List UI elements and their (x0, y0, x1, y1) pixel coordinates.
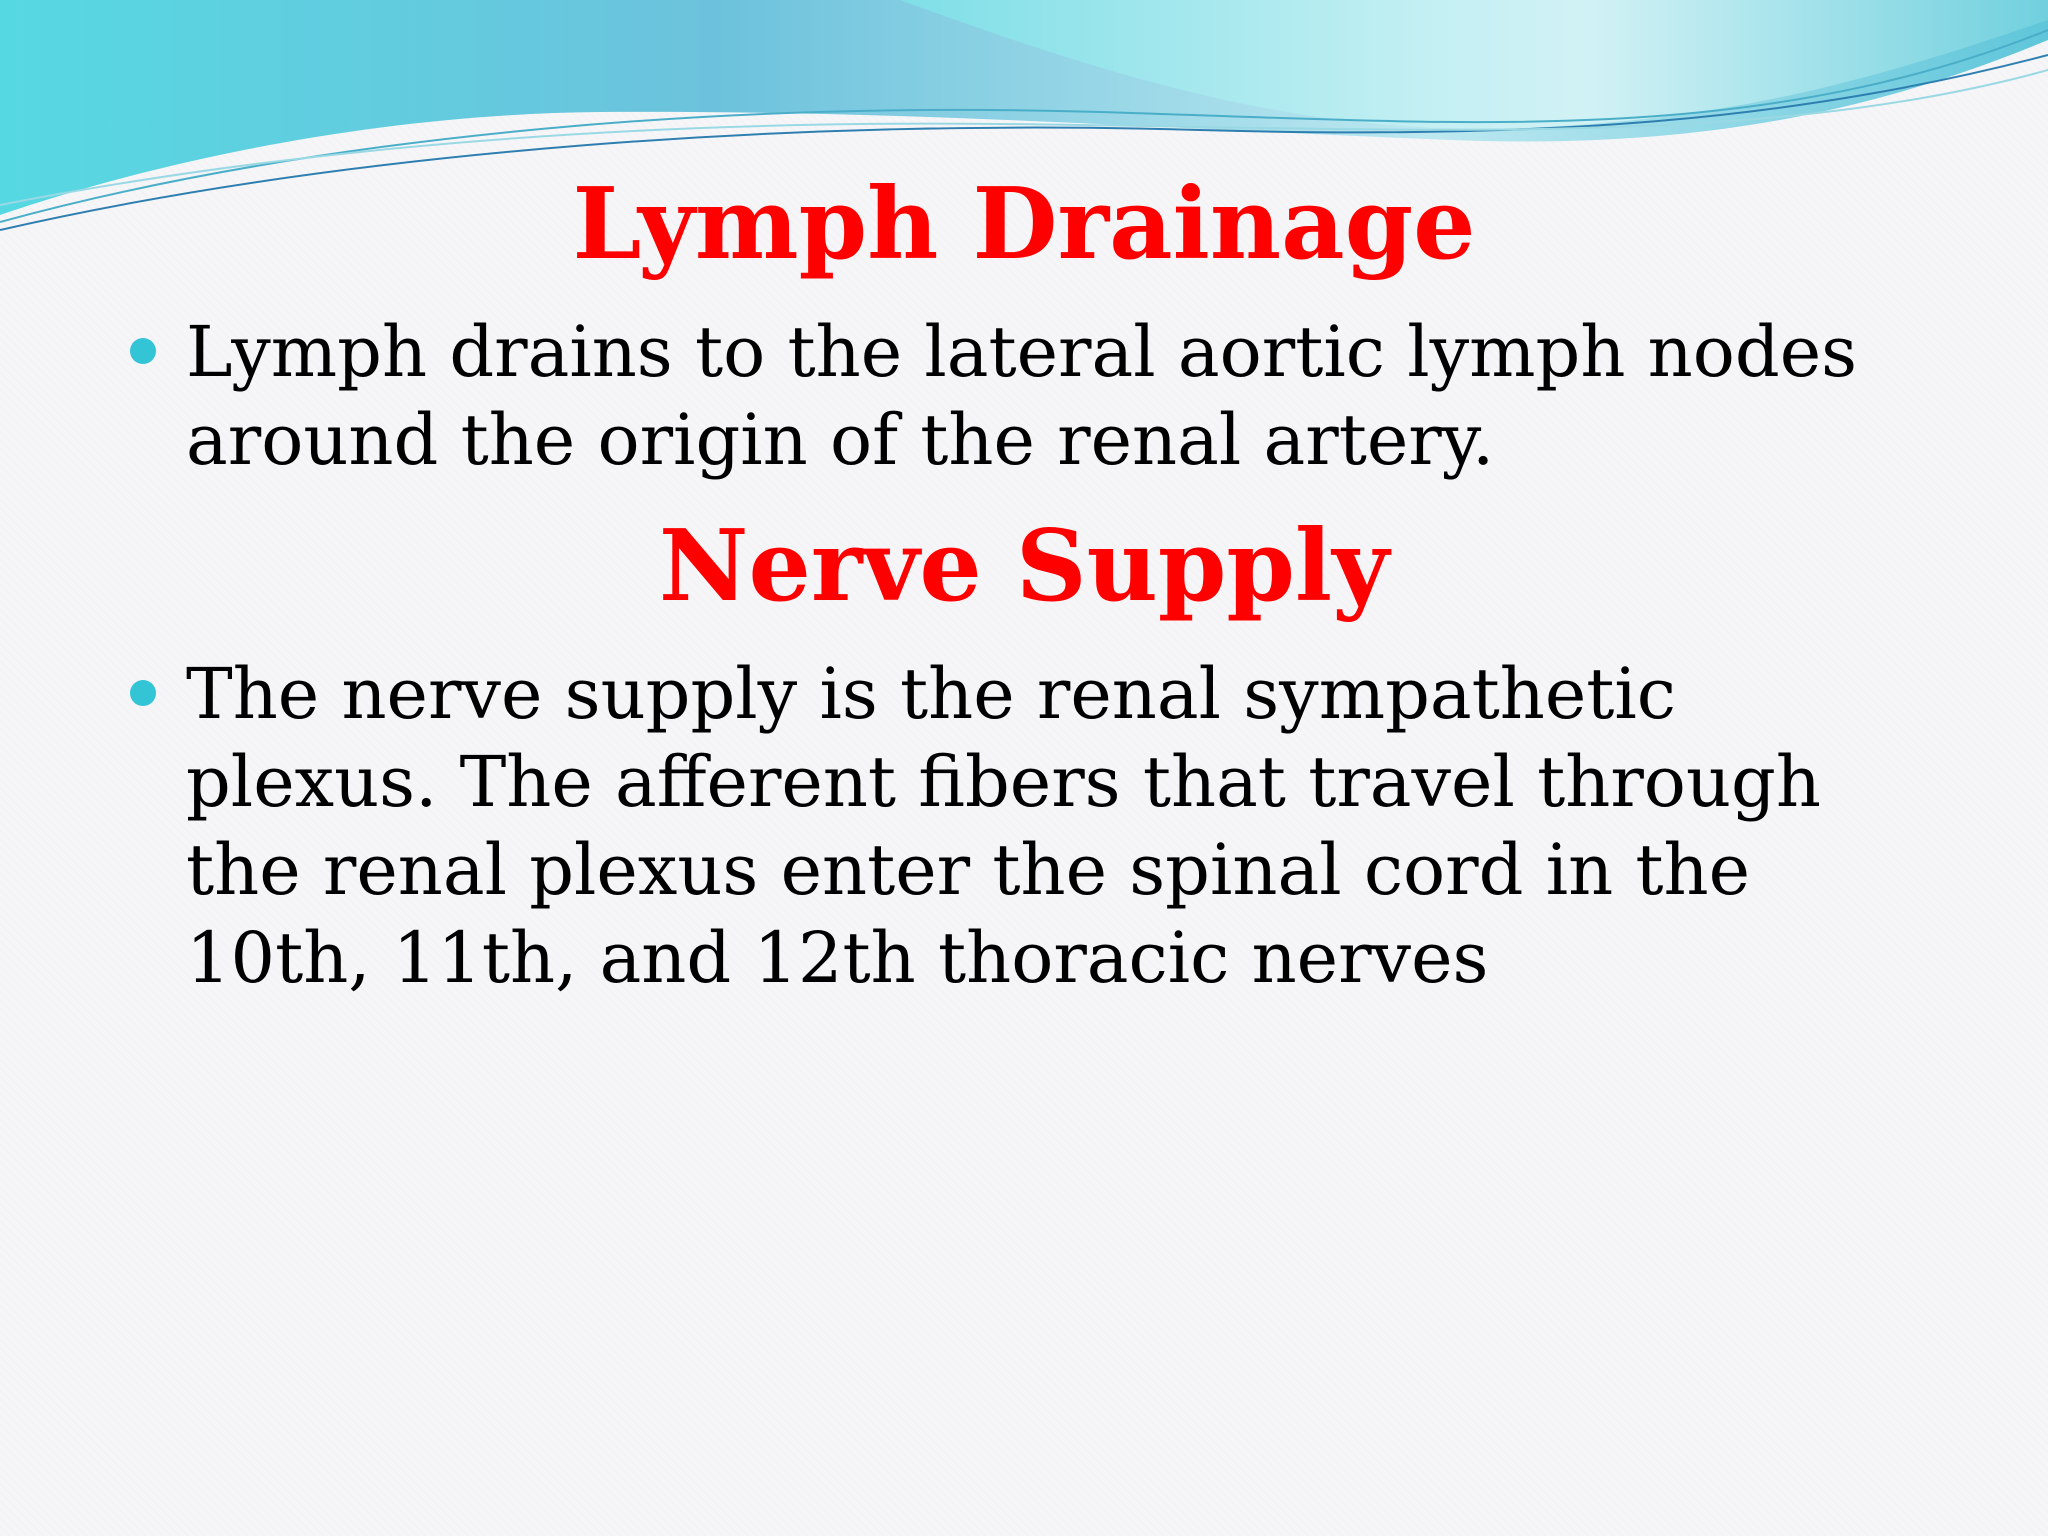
heading-nerve-supply: Nerve Supply (658, 509, 1390, 624)
bullet-text-nerve: The nerve supply is the renal sympathetic plexus. The afferent fibers that travel through the renal plexus enter the spinal cord in the 10th, 11th, and 12th thoracic nerves (186, 653, 1821, 999)
bullet-dot-icon (130, 680, 156, 706)
heading-lymph-drainage: Lymph Drainage (572, 167, 1476, 282)
bullet-dot-icon (130, 338, 156, 364)
bullet-text-lymph: Lymph drains to the lateral aortic lymph nodes around the origin of the renal artery. (186, 311, 1858, 481)
